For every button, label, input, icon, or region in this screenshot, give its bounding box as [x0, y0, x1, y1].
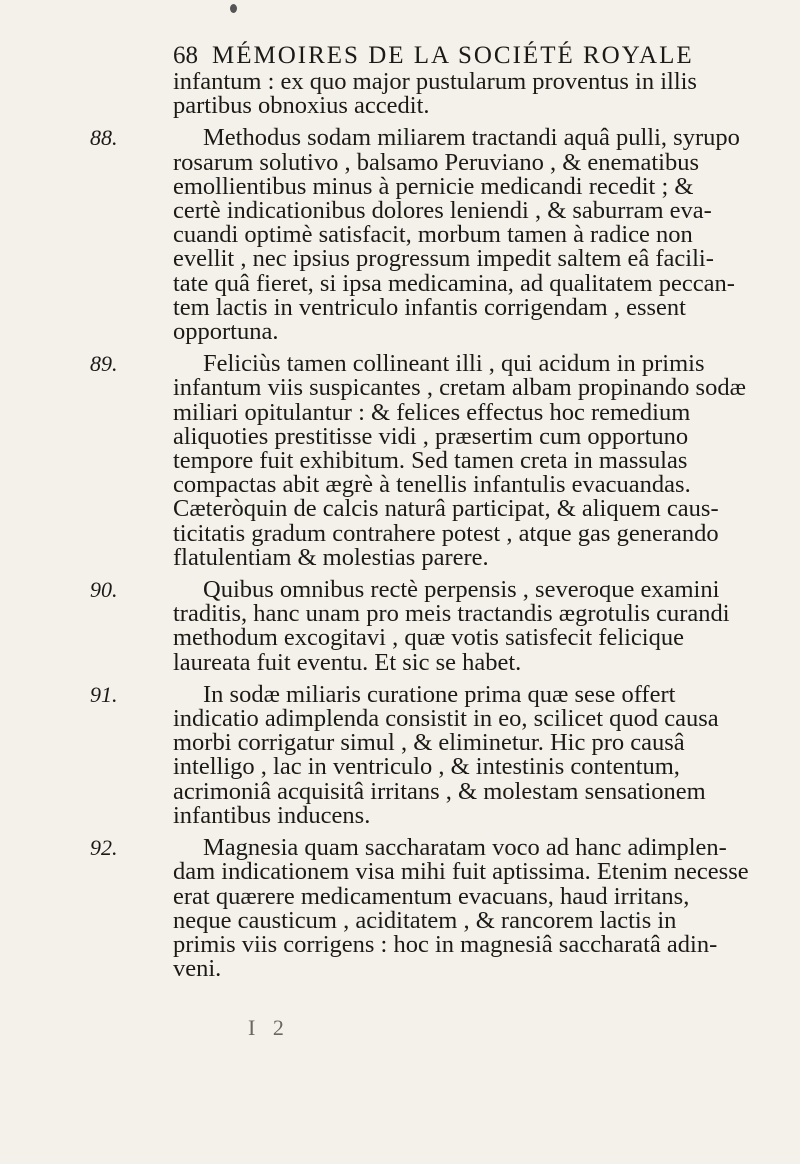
paragraph: [90, 681, 763, 829]
text-line: veni.: [173, 957, 222, 982]
text-line: methodum excogitavi , quæ votis satisfecit felicique: [173, 626, 684, 651]
text-line: infantum : ex quo major pustularum proventus in illis: [173, 70, 697, 95]
text-line: infantum viis suspicantes , cretam albam propinando sodæ: [173, 376, 746, 401]
page-number: 68: [173, 42, 198, 69]
text-line: aliquoties prestitisse vidi , præsertim cum opportuno: [173, 424, 689, 450]
text-line: Magnesia quam saccharatam voco ad hanc adimplen-: [203, 836, 727, 861]
paragraph: [90, 125, 763, 345]
paragraph-number: 88.: [90, 125, 118, 151]
paragraph: [90, 351, 763, 571]
text-line: dam indicationem visa mihi fuit aptissima. Etenim necesse: [173, 860, 749, 885]
ink-spot: [230, 4, 237, 13]
text-line: compactas abit ægrè à tenellis infantulis evacuandas.: [173, 473, 691, 498]
text-line: primis viis corrigens : hoc in magnesiâ saccharatâ adin-: [173, 932, 718, 958]
text-line: tate quâ fieret, si ipsa medicamina, ad qualitatem peccan-: [173, 271, 735, 296]
text-line: tempore fuit exhibitum. Sed tamen creta in massulas: [173, 449, 688, 474]
text-line: indicatio adimplenda consistit in eo, scilicet quod causa: [173, 707, 719, 732]
text-line: certè indicationibus dolores leniendi , & saburram eva-: [173, 199, 712, 224]
text-line: infantibus inducens.: [173, 803, 371, 829]
paragraph-number: 91.: [90, 681, 118, 707]
text-line: Cæteròquin de calcis naturâ participat, & aliquem caus-: [173, 497, 719, 522]
text-line: evellit , nec ipsius progressum impedit saltem eâ facili-: [173, 247, 714, 272]
text-line: flatulentiam & molestias parere.: [173, 545, 489, 571]
text-line: partibus obnoxius accedit.: [173, 94, 430, 119]
text-line: Methodus sodam miliarem tractandi aquâ pulli, syrupo: [203, 126, 740, 151]
signature-mark: I 2: [248, 1015, 290, 1040]
text-line: tem lactis in ventriculo infantis corrigendam , essent: [173, 295, 686, 321]
paragraph-number: 92.: [90, 835, 118, 861]
text-line: erat quærere medicamentum evacuans, haud irritans,: [173, 884, 690, 909]
text-line: laureata fuit eventu. Et sic se habet.: [173, 650, 522, 675]
running-title: MÉMOIRES DE LA SOCIÉTÉ ROYALE: [212, 42, 694, 69]
text-line: traditis, hanc unam pro meis tractandis ægrotulis curandi: [173, 602, 730, 627]
paragraph: [173, 70, 763, 118]
text-line: rosarum solutivo , balsamo Peruviano , & enematibus: [173, 150, 699, 175]
text-line: In sodæ miliaris curatione prima quæ sese offert: [203, 682, 676, 708]
text-line: Feliciùs tamen collineant illi , qui acidum in primis: [203, 352, 705, 377]
text-line: acrimoniâ acquisitâ irritans , & molestam sensationem: [173, 779, 706, 804]
paragraph-number: 89.: [90, 351, 118, 377]
text-line: Quibus omnibus rectè perpensis , severoque examini: [203, 578, 720, 603]
paragraph: [90, 577, 763, 675]
body-text: [90, 70, 763, 989]
text-line: opportuna.: [173, 320, 279, 345]
paragraph-number: 90.: [90, 577, 118, 603]
text-line: intelligo , lac in ventriculo , & intestinis contentum,: [173, 755, 680, 780]
paragraph: [90, 835, 763, 982]
text-line: cuandi optimè satisfacit, morbum tamen à radice non: [173, 223, 693, 248]
text-line: morbi corrigatur simul , & eliminetur. Hic pro causâ: [173, 731, 685, 756]
text-line: ticitatis gradum contrahere potest , atque gas generando: [173, 521, 719, 546]
text-line: emollientibus minus à pernicie medicandi recedit ; &: [173, 174, 694, 200]
text-line: neque causticum , aciditatem , & rancorem lactis in: [173, 908, 677, 933]
page-header: [173, 42, 763, 70]
text-line: miliari opitulantur : & felices effectus hoc remedium: [173, 400, 691, 425]
